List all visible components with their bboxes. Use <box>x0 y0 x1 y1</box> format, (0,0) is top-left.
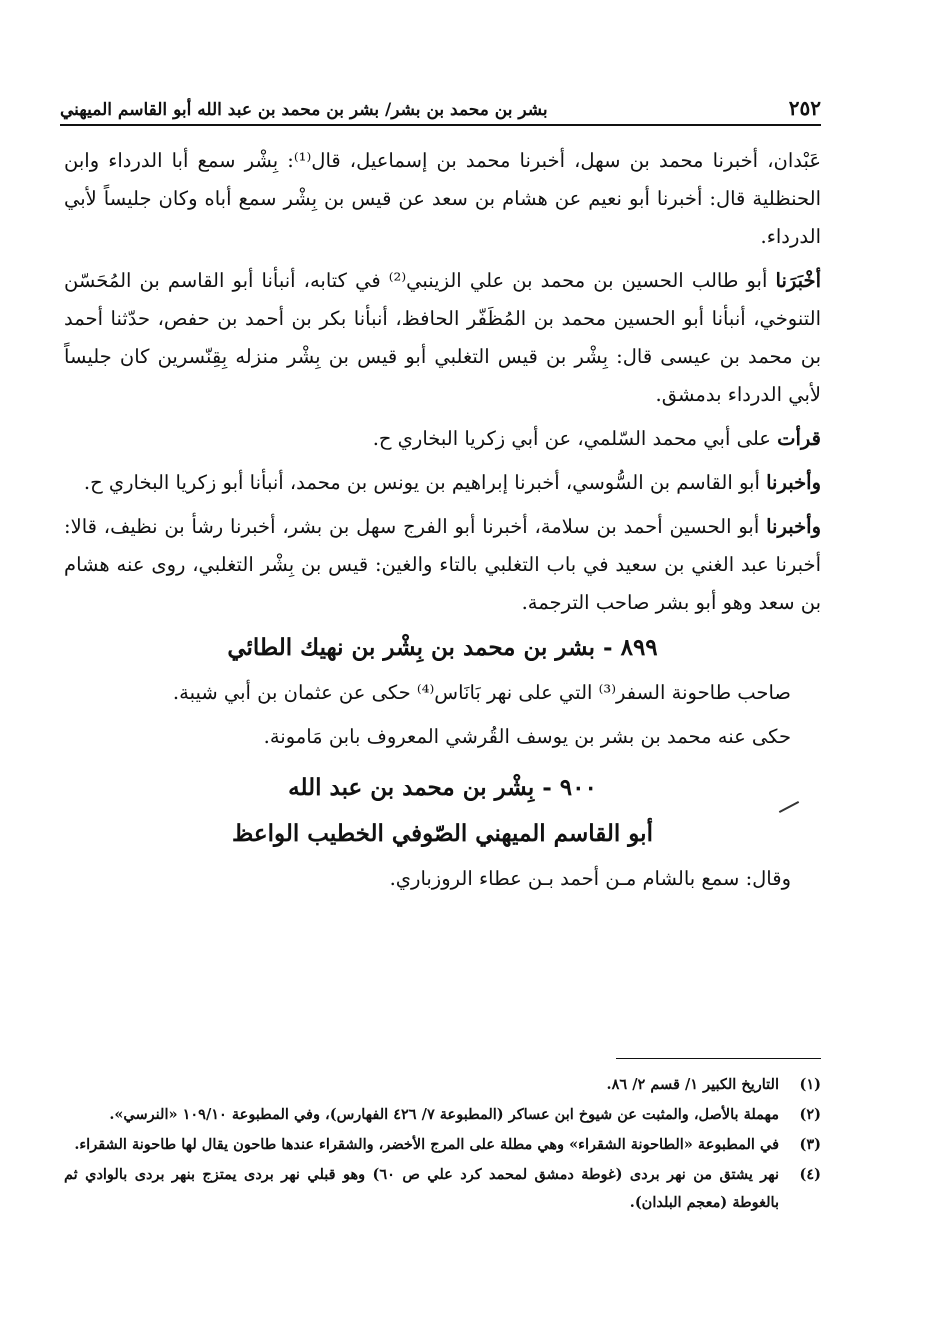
paragraph-6: صاحب طاحونة السفر⁽³⁾ التي على نهر بَانَاس⁽⁴⁾ حكى عن عثمان بن أبي شيبة. <box>172 681 791 704</box>
footnote-2 <box>64 1101 821 1129</box>
entry-900-number: ٩٠٠ <box>559 774 597 801</box>
footnote-separator <box>616 1058 821 1059</box>
footnote-4-marker: (٤) <box>799 1166 821 1183</box>
paragraph-7: حكى عنه محمد بن بشر بن يوسف القُرشي المعروف بابن مَامونة. <box>263 725 791 748</box>
footnote-3-marker: (٣) <box>799 1136 821 1153</box>
paragraph-1: عَبْدان، أخبرنا محمد بن سهل، أخبرنا محمد بن إسماعيل، قال⁽¹⁾: بِشْر سمع أبا الدرداء وابن الحنظلية قال: أخبرنا أبو نعيم عن هشام بن سعد عن قيس بن بِشْر سمع أباه وكان جليساً لأبي الدرداء. <box>64 149 821 248</box>
footnote-3 <box>64 1131 821 1159</box>
page-number: ٢٥٢ <box>788 96 821 120</box>
paragraph-3 <box>64 420 821 458</box>
paragraph-4-lead: وأخبرنا <box>766 471 821 494</box>
footnote-2-marker: (٢) <box>799 1106 821 1123</box>
running-title: بشر بن محمد بن بشر/ بشر بن محمد بن عبد الله أبو القاسم الميهني <box>60 100 548 120</box>
paragraph-2-lead: أخْبَرَنا <box>775 269 821 292</box>
entry-900-title: - بِشْر بن محمد بن عبد الله <box>288 774 552 801</box>
footnote-1 <box>64 1071 821 1099</box>
paragraph-5 <box>64 508 821 622</box>
entry-900-heading <box>64 768 821 808</box>
footnote-1-text: التاريخ الكبير ١/ قسم ٢/ ٨٦. <box>606 1076 779 1093</box>
paragraph-4-text: أبو القاسم بن السُّوسي، أخبرنا إبراهيم بن يونس بن محمد، أنبأنا أبو زكريا البخاري ح. <box>83 471 767 494</box>
paragraph-3-lead: قرأت <box>777 427 821 450</box>
entry-899-number: ٨٩٩ <box>620 634 658 661</box>
paragraph-2 <box>64 262 821 414</box>
footnote-4-text: نهر يشتق من نهر بردى (غوطة دمشق لمحمد كرد علي ص ٦٠) وهو قبلي نهر بردى يمتزج بنهر بردى بالوادي ثم بالغوطة (معجم البلدان). <box>64 1166 780 1211</box>
paragraph-2-text: أبو طالب الحسين بن محمد بن علي الزينبي⁽²⁾ في كتابه، أنبأنا أبو القاسم بن المُحَسّن التنوخي، أنبأنا أبو الحسين محمد بن المُظَفّر الحافظ، أنبأنا بكر بن أحمد بن حفص، حدّثنا أحمد بن محمد بن عيسى قال: بِشْر بن قيس التغلبي أبو قيس بن بِشْر منزله بِقِنّسرين كان جليساً لأبي الدرداء بدمشق. <box>64 269 821 406</box>
paragraph-4 <box>64 464 821 502</box>
footnotes <box>64 1058 821 1219</box>
paragraph-8: وقال: سمع بالشام مـن أحمد بـن عطاء الروزباري. <box>389 867 791 890</box>
page-header <box>60 88 821 126</box>
entry-899-heading <box>64 628 821 668</box>
entry-899-title: - بشر بن محمد بن بِشْر بن نهيك الطائي <box>227 634 613 661</box>
entry-900-subtitle: أبو القاسم الميهني الصّوفي الخطيب الواعظ <box>232 820 653 847</box>
paragraph-3-text: على أبي محمد السّلمي، عن أبي زكريا البخاري ح. <box>372 427 778 450</box>
footnote-3-text: في المطبوعة «الطاحونة الشقراء» وهي مطلة على المرج الأخضر، والشقراء عندها طاحون يقال لها طاحونة الشقراء. <box>74 1136 779 1153</box>
paragraph-5-lead: وأخبرنا <box>766 515 821 538</box>
footnote-4 <box>64 1161 821 1217</box>
main-text <box>64 142 821 904</box>
paragraph-5-text: أبو الحسين أحمد بن سلامة، أخبرنا أبو الفرج سهل بن بشر، أخبرنا رشأ بن نظيف، قالا: أخبرنا عبد الغني بن سعيد في باب التغلبي بالتاء والغين: قيس بن بِشْر التغلبي، روى عنه هشام بن سعد وهو أبو بشر صاحب الترجمة. <box>64 515 821 614</box>
footnote-1-marker: (١) <box>799 1076 821 1093</box>
footnote-2-text: مهملة بالأصل، والمثبت عن شيوخ ابن عساكر (المطبوعة ٧/ ٤٢٦ الفهارس)، وفي المطبوعة ١٠٩/١٠ «النرسي». <box>109 1106 779 1123</box>
